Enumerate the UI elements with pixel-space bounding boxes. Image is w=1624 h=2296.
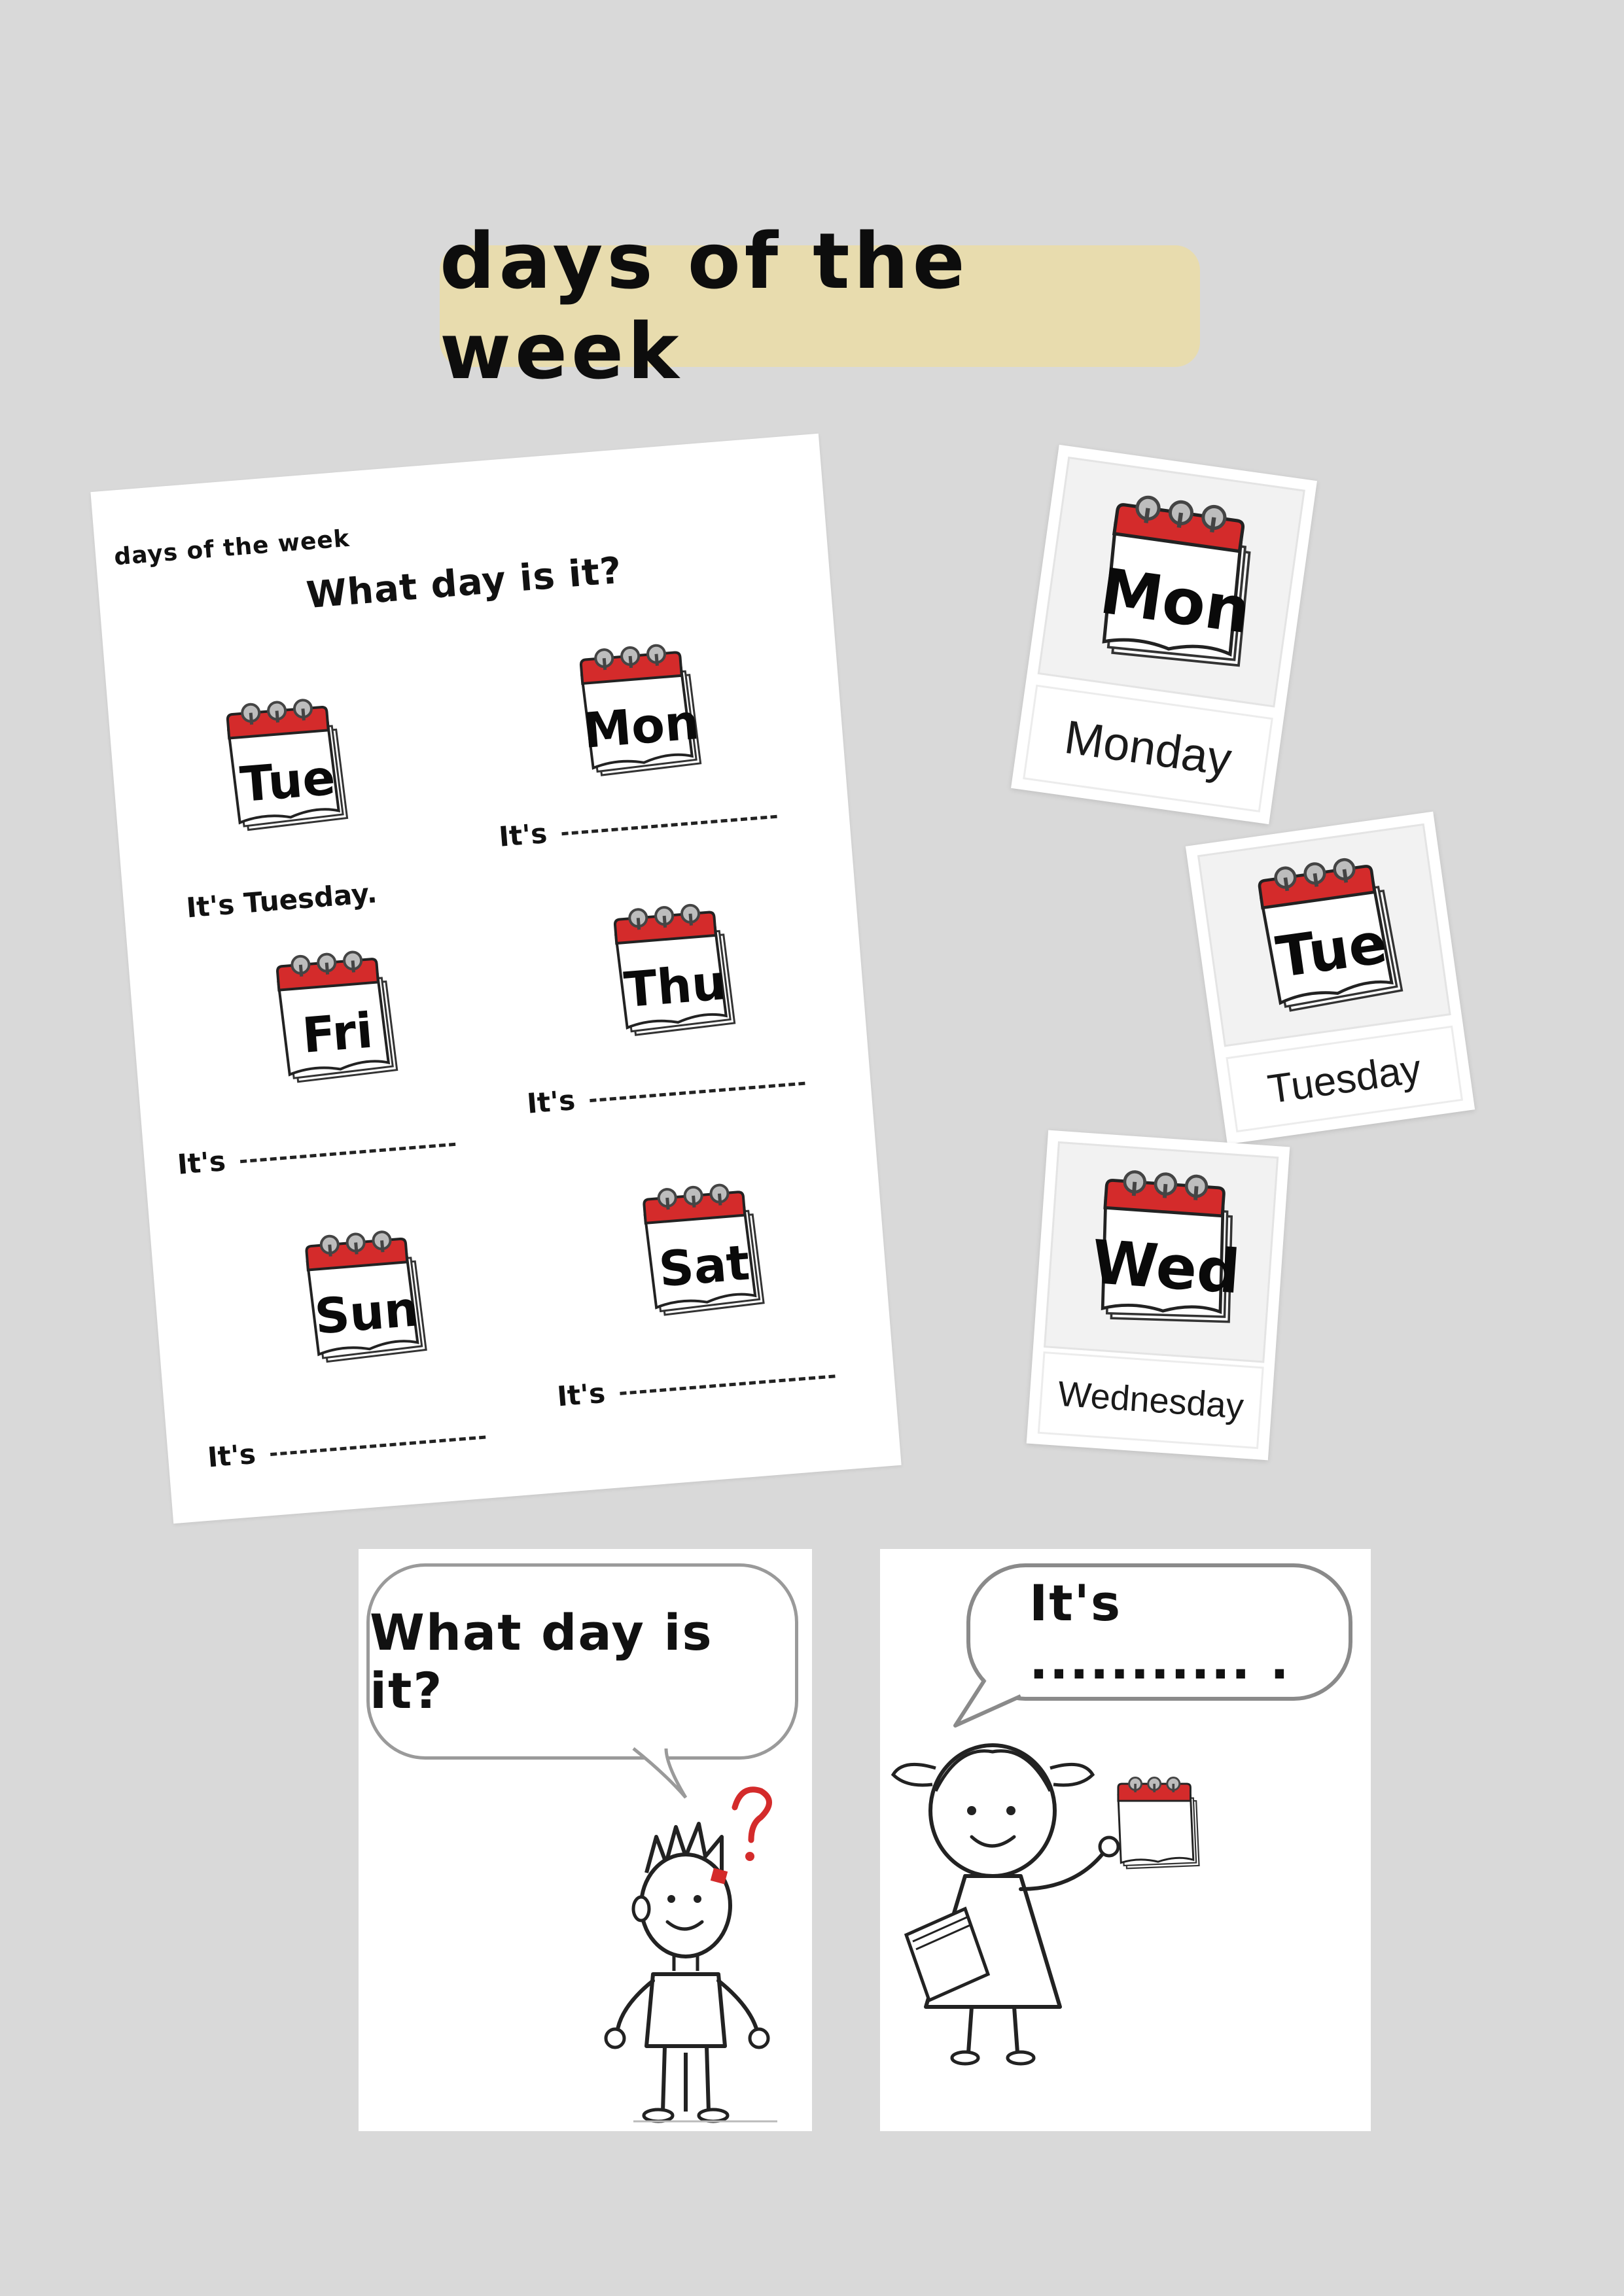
worksheet-question: What day is it? xyxy=(304,549,624,617)
calendar-day-label: Wed xyxy=(1089,1226,1243,1308)
answer-text: It's Tuesday. xyxy=(185,877,379,924)
calendar-icon xyxy=(562,633,717,788)
answer-text: It's xyxy=(525,1083,576,1120)
flashcard-word: Monday xyxy=(1023,685,1273,813)
flashcard-word: Tuesday xyxy=(1226,1026,1463,1133)
worksheet-item xyxy=(154,936,461,1207)
answer-blank[interactable] xyxy=(590,1082,805,1102)
calendar-icon xyxy=(596,893,751,1048)
worksheet-answer xyxy=(206,1419,486,1474)
page-title: days of the week xyxy=(440,216,969,396)
calendar-day-label: Tue xyxy=(1272,911,1391,991)
calendar-icon xyxy=(1076,1158,1258,1340)
calendar-icon xyxy=(288,1219,443,1374)
worksheet-answer xyxy=(185,877,378,924)
answer-scene-card xyxy=(880,1549,1371,2131)
answer-blank[interactable] xyxy=(620,1374,835,1395)
worksheet-item xyxy=(484,628,791,899)
calendar-icon xyxy=(626,1173,781,1328)
flashcard-image-area xyxy=(1197,824,1451,1047)
calendar-day-label: Sun xyxy=(312,1281,421,1346)
worksheet-small-title: days of the week xyxy=(113,525,351,571)
calendar-day-label: Sat xyxy=(656,1234,752,1298)
worksheet-answer xyxy=(556,1359,836,1413)
worksheet-item xyxy=(134,682,441,953)
calendar-icon xyxy=(1106,1771,1210,1876)
flashcard-wednesday[interactable] xyxy=(1027,1130,1290,1461)
question-bubble-text: What day is it? xyxy=(370,1603,713,1720)
calendar-day-label: Fri xyxy=(300,1002,376,1064)
answer-bubble-text: It's ........... . xyxy=(1029,1574,1290,1690)
answer-blank[interactable] xyxy=(561,815,777,835)
calendar-icon xyxy=(258,939,414,1094)
answer-text: It's xyxy=(176,1145,227,1181)
worksheet-item xyxy=(177,1217,484,1487)
calendar-day-label: Tue xyxy=(238,749,338,814)
worksheet-answer xyxy=(498,799,778,853)
calendar-icon xyxy=(1074,479,1281,686)
answer-text: It's xyxy=(206,1437,257,1474)
worksheet-item xyxy=(527,1169,834,1440)
calendar-day-label: Mon xyxy=(581,694,701,759)
flashcard-tuesday[interactable] xyxy=(1186,812,1475,1145)
calendar-day-label: Thu xyxy=(622,954,728,1019)
worksheet-answer xyxy=(526,1066,806,1120)
flashcard-word: Wednesday xyxy=(1038,1351,1264,1449)
answer-text: It's xyxy=(497,817,548,853)
calendar-icon xyxy=(1237,842,1422,1026)
worksheet xyxy=(90,434,901,1523)
flashcard-image-area xyxy=(1044,1141,1279,1363)
calendar-day-label: Mon xyxy=(1095,554,1255,648)
worksheet-item xyxy=(505,888,812,1159)
title-banner xyxy=(440,216,1200,396)
answer-text: It's xyxy=(556,1376,607,1413)
worksheet-answer xyxy=(176,1126,456,1181)
answer-blank[interactable] xyxy=(270,1436,485,1456)
question-scene-card xyxy=(359,1549,812,2131)
boy-illustration xyxy=(359,1549,812,2131)
flashcard-image-area xyxy=(1038,457,1305,708)
calendar-icon xyxy=(209,687,364,843)
flashcard-monday[interactable] xyxy=(1011,445,1317,824)
answer-blank[interactable] xyxy=(240,1143,455,1163)
